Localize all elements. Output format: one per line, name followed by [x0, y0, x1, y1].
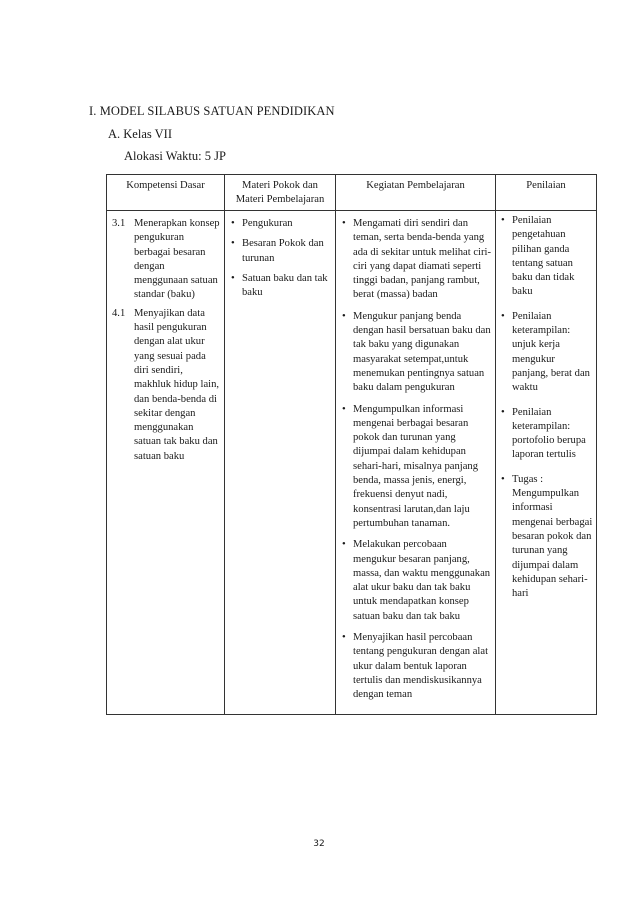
bullet-icon: • [501, 406, 505, 418]
section-heading: I. MODEL SILABUS SATUAN PENDIDIKAN [89, 104, 335, 118]
bullet-icon: • [231, 218, 235, 229]
list-item [230, 237, 332, 266]
bullet-icon: • [342, 218, 346, 229]
kompetensi-text: Menyajikan data hasil pengukuran dengan alat ukur yang sesuai pada diri sendiri, makhluk hidup lain, dan benda-benda di sekitar dengan menggunakan satuan tak baku dan satuan baku [134, 307, 220, 462]
penilaian-text: Penilaian keterampilan: portofolio berupa laporan tertulis [512, 406, 586, 461]
header-penilaian: Penilaian [496, 175, 597, 211]
bullet-icon: • [501, 473, 505, 485]
bullet-icon: • [501, 310, 505, 322]
penilaian-cell [496, 211, 597, 715]
kegiatan-text: Menyajikan hasil percobaan tentang pengukuran dengan alat ukur dalam bentuk laporan tertulis dan mendiskusikannya dengan teman [353, 632, 489, 701]
penilaian-text: Penilaian pengetahuan pilihan ganda tentang satuan baku dan tidak baku [512, 215, 575, 298]
kompetensi-number: 3.1 [112, 218, 126, 229]
syllabus-table [106, 174, 597, 715]
penilaian-text: Penilaian keterampilan: unjuk kerja mengukur panjang, berat dan waktu [512, 310, 590, 394]
materi-cell [225, 211, 336, 715]
kegiatan-text: Mengamati diri sendiri dan teman, serta benda-benda yang ada di sekitar untuk melihat ciri-ciri yang dapat diamati seperti tinggi badan, panjang rambut, berat (massa) badan [353, 218, 491, 301]
kompetensi-text: Menerapkan konsep pengukuran berbagai besaran dengan menggunaan satuan standar (baku) [134, 218, 220, 301]
bullet-icon: • [231, 272, 235, 284]
list-item [341, 538, 491, 624]
header-materi-pokok: Materi Pokok dan Materi Pembelajaran [225, 175, 336, 211]
kompetensi-item [112, 217, 221, 303]
list-item [230, 272, 332, 301]
list-item [500, 214, 593, 300]
kompetensi-number: 4.1 [112, 307, 126, 319]
kegiatan-text: Melakukan percobaan mengukur besaran panjang, massa, dan waktu menggunakan alat ukur baku dan tak baku untuk mendapatkan konsep satuan baku dan tak baku [353, 539, 491, 622]
list-item [341, 403, 491, 532]
materi-text: Pengukuran [242, 218, 293, 229]
class-subheading: A. Kelas VII [108, 127, 172, 141]
bullet-icon: • [501, 215, 505, 226]
kegiatan-text: Mengumpulkan informasi mengenai berbagai besaran pokok dan turunan yang dijumpai dalam kehidupan sehari-hari, misalnya panjang benda, massa jenis, energi, frekuensi denyut nadi, konsentrasi larutan,dan laju pertumbuhan tanaman. [353, 403, 479, 529]
materi-text: Satuan baku dan tak baku [242, 272, 328, 299]
list-item [341, 217, 491, 303]
bullet-icon: • [342, 310, 346, 322]
header-kegiatan-pembelajaran: Kegiatan Pembelajaran [336, 175, 496, 211]
table-header-row [107, 175, 597, 211]
list-item [500, 473, 593, 602]
list-item [230, 217, 332, 231]
kompetensi-item [112, 307, 221, 464]
table-row [107, 211, 597, 715]
bullet-icon: • [342, 632, 346, 644]
bullet-icon: • [342, 539, 346, 551]
kegiatan-text: Mengukur panjang benda dengan hasil bersatuan baku dan tak baku yang digunakan masyarakat setempat,untuk menemukan pentingnya satuan baku dalam pengukuran [353, 310, 491, 394]
penilaian-text: Tugas : Mengumpulkan informasi mengenai berbagai besaran pokok dan turunan yang dijumpai dalam kehidupan sehari-hari [512, 473, 593, 600]
time-allocation: Alokasi Waktu: 5 JP [124, 149, 226, 163]
list-item [341, 310, 491, 396]
list-item [500, 310, 593, 396]
kompetensi-dasar-cell [107, 211, 225, 715]
list-item [341, 631, 491, 702]
materi-text: Besaran Pokok dan turunan [242, 238, 324, 264]
header-kompetensi-dasar: Kompetensi Dasar [107, 175, 225, 211]
bullet-icon: • [342, 403, 346, 415]
list-item [500, 406, 593, 463]
page-number: 32 [313, 839, 325, 849]
bullet-icon: • [231, 238, 235, 250]
kegiatan-cell [336, 211, 496, 715]
